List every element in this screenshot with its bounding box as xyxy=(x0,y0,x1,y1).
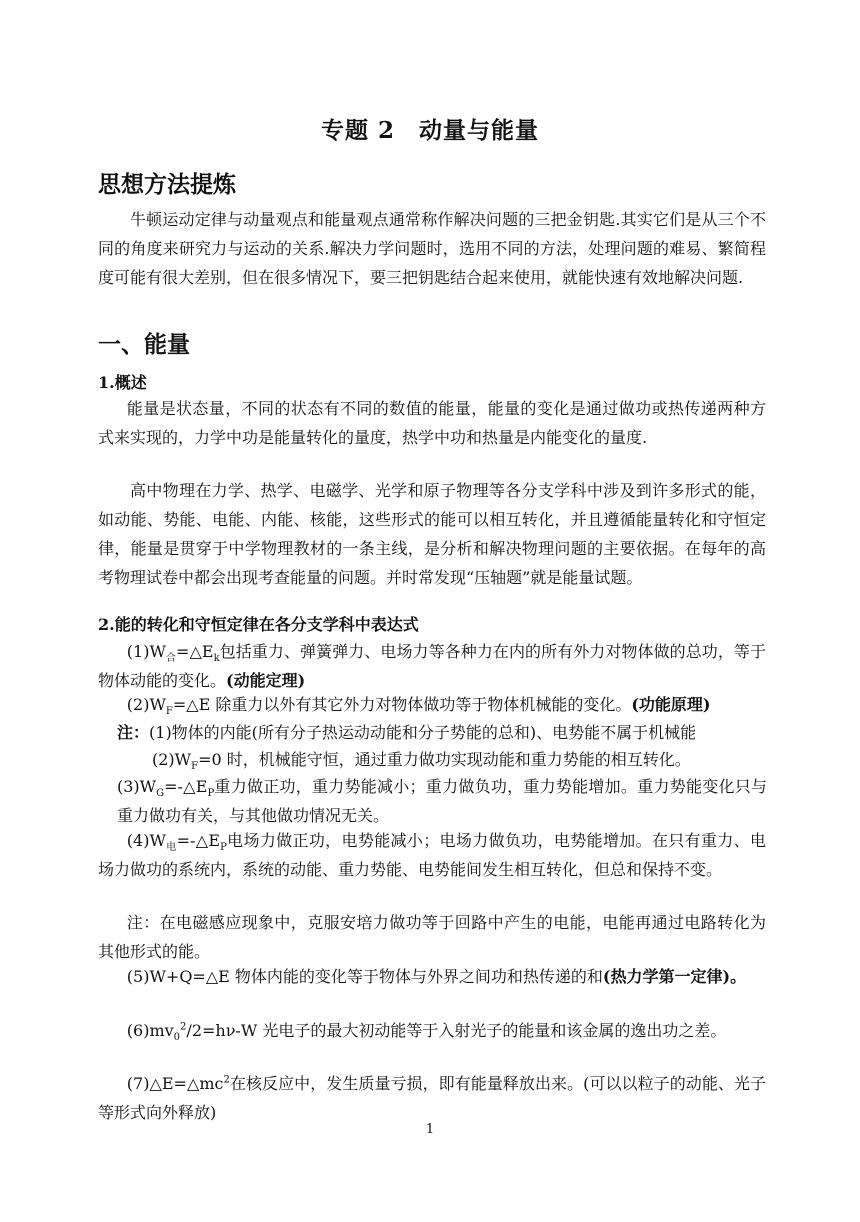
note-3: 注：在电磁感应现象中，克服安培力做功等于回路中产生的电能，电能再通过电路转化为其他形式的能。 xyxy=(98,913,766,961)
section-heading-method: 思想方法提炼 xyxy=(98,172,236,198)
note-2: $(2)W_F=0$ 时，机械能守恒，通过重力做功实现动能和重力势能的相互转化。 xyxy=(152,750,691,773)
page-title: 专题 2 动量与能量 xyxy=(320,117,539,144)
subsection-heading-overview: 1.概述 xyxy=(98,373,147,392)
law-item-6: $(6)mv_0^2/2=h\nu-W$ 光电子的最大初动能等于入射光子的能量和该金属的逸出功之差。 xyxy=(126,1021,727,1044)
law-item-1: $(1)W_合=\triangle E_k$包括重力、弹簧弹力、电场力等各种力在内的所有外力对物体做的总功，等于物体动能的变化。(动能定理) xyxy=(98,642,766,690)
overview-paragraph-2: 高中物理在力学、热学、电磁学、光学和原子物理等各分支学科中涉及到许多形式的能，如动能、势能、电能、内能、核能，这些形式的能可以相互转化，并且遵循能量转化和守恒定律，能量是贯穿于中学物理教材的一条主线，是分析和解决物理问题的主要依据。在每年的高考物理试卷中都会出现考查能量的问题。并时常发现“压轴题”就是能量试题。 xyxy=(98,481,766,587)
law-item-2: $(2)W_F=\triangle E$ 除重力以外有其它外力对物体做功等于物体机械能的变化。(功能原理) xyxy=(126,695,711,718)
law-item-7: $(7)\triangle E=\triangle mc^2$在核反应中，发生质量亏损，即有能量释放出来。(可以以粒子的动能、光子等形式向外释放) xyxy=(98,1074,766,1122)
law-item-5: (5)W+Q=△E 物体内能的变化等于物体与外界之间功和热传递的和(热力学第一定律)。 xyxy=(126,967,747,986)
note-1: 注：(1)物体的内能(所有分子热运动动能和分子势能的总和)、电势能不属于机械能 xyxy=(117,723,697,742)
section-heading-energy: 一、能量 xyxy=(98,332,190,358)
subsection-heading-laws: 2.能的转化和守恒定律在各分支学科中表达式 xyxy=(98,615,419,634)
law-item-4: $(4)W_电=-\triangle E_P$电场力做正功，电势能减小；电场力做负功，电势能增加。在只有重力、电场力做功的系统内，系统的动能、重力势能、电势能间发生相互转化，但总和保持不变。 xyxy=(98,831,767,879)
page-number: 1 xyxy=(425,1122,435,1137)
overview-paragraph-1: 能量是状态量，不同的状态有不同的数值的能量，能量的变化是通过做功或热传递两种方式来实现的，力学中功是能量转化的量度，热学中功和热量是内能变化的量度. xyxy=(98,399,766,447)
law-item-3: $(3)W_G=-\triangle E_P$重力做正功，重力势能减小；重力做负功，重力势能增加。重力势能变化只与重力做功有关，与其他做功情况无关。 xyxy=(117,777,767,825)
method-paragraph: 牛顿运动定律与动量观点和能量观点通常称作解决问题的三把金钥匙.其实它们是从三个不同的角度来研究力与运动的关系.解决力学问题时，选用不同的方法，处理问题的难易、繁简程度可能有很大差别，但在很多情况下，要三把钥匙结合起来使用，就能快速有效地解决问题. xyxy=(98,210,766,287)
